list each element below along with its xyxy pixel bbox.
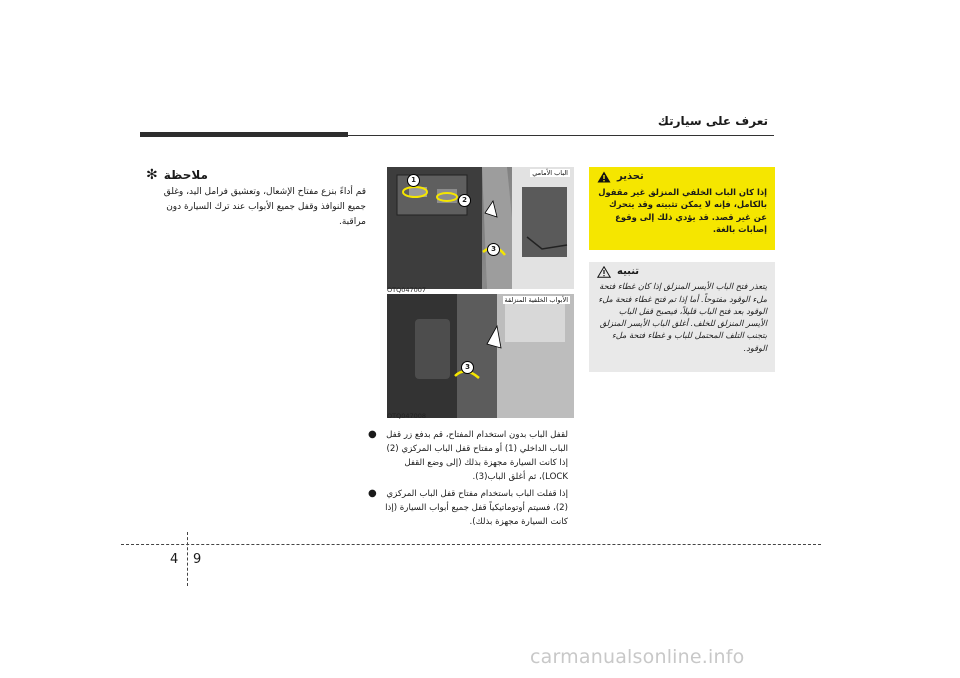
footer-divider	[187, 532, 188, 586]
header-rule-dark	[140, 132, 348, 137]
list-item	[368, 487, 568, 529]
notice-heading	[597, 266, 767, 278]
marker-3: 3	[487, 243, 500, 256]
warning-triangle-icon	[597, 171, 611, 183]
notice-body: يتعذر فتح الباب الأيسر المنزلق إذا كان غطاء فتحة ملء الوقود مفتوحاً. أما إذا تم فتح غطاء فتحة ملء الوقود بعد فتح الباب قليلاً، فيصبح قفل الباب الأيسر المنزلق للخلف. أغلق الباب الأيسر المنزلق بتجنب التلف المحتمل للباب و غطاء فتحة ملء الوقود.	[598, 281, 767, 353]
marker-2: 2	[458, 194, 471, 207]
notice-box	[589, 262, 775, 372]
list-item-text: إذا قفلت الباب باستخدام مفتاح قفل الباب المركزي (2)، فسيتم أوتوماتيكياً قفل جميع أبواب السيارة (إذا كانت السيارة مجهزة بذلك).	[385, 489, 568, 527]
asterisk-icon: ✻	[146, 167, 158, 183]
note-title: ملاحظة	[163, 168, 208, 182]
caution-triangle-icon	[597, 266, 611, 278]
front-door-code: OTQ047007	[387, 286, 427, 294]
note-body: قم أداءً بنزع مفتاح الإشعال، وتعشيق فرامل اليد، وغلق جميع النوافذ وقفل جميع الأبواب عند ترك السيارة دون مراقبة.	[163, 187, 366, 227]
warning-title: تحذير	[617, 171, 644, 182]
list-item-text: لقفل الباب بدون استخدام المفتاح، قم بدفع زر قفل الباب الداخلي (1) أو مفتاح قفل الباب المركزي (2) إذا كانت السيارة مجهزة بذلك (إلى وضع القفل LOCK)، ثم أغلق الباب(3).	[386, 430, 568, 482]
sliding-door-illustration	[387, 294, 574, 418]
note-heading	[146, 168, 366, 183]
note-block	[146, 168, 366, 230]
marker-3: 3	[461, 361, 474, 374]
sliding-door-photo	[387, 294, 574, 418]
bullet-icon: ●	[368, 488, 377, 499]
front-door-photo	[387, 167, 574, 289]
page-number-right: 9	[193, 552, 202, 567]
warning-body: إذا كان الباب الخلفي المنزلق غير مقفول بالكامل، فإنه لا يمكن تثبيته وقد يتحرك عن غير قصد. قد يؤدي ذلك إلى وقوع إصابات بالغة.	[598, 186, 767, 234]
footer-rule	[121, 544, 821, 545]
watermark: carmanualsonline.info	[530, 646, 745, 668]
page-number-left: 4	[170, 552, 179, 567]
section-title: تعرف على سيارتك	[657, 114, 768, 128]
front-door-label: الباب الأمامي	[532, 169, 568, 177]
list-item	[368, 428, 568, 484]
header-rule-light	[348, 135, 774, 136]
warning-box	[589, 167, 775, 250]
instruction-list	[368, 428, 568, 532]
warning-heading	[597, 171, 767, 184]
bullet-icon: ●	[368, 429, 377, 440]
sliding-door-label: الأبواب الخلفية المنزلقة	[504, 296, 568, 304]
sliding-door-code: OTQ047008	[387, 412, 427, 420]
marker-1: 1	[407, 174, 420, 187]
notice-title: تنبيه	[617, 266, 640, 277]
